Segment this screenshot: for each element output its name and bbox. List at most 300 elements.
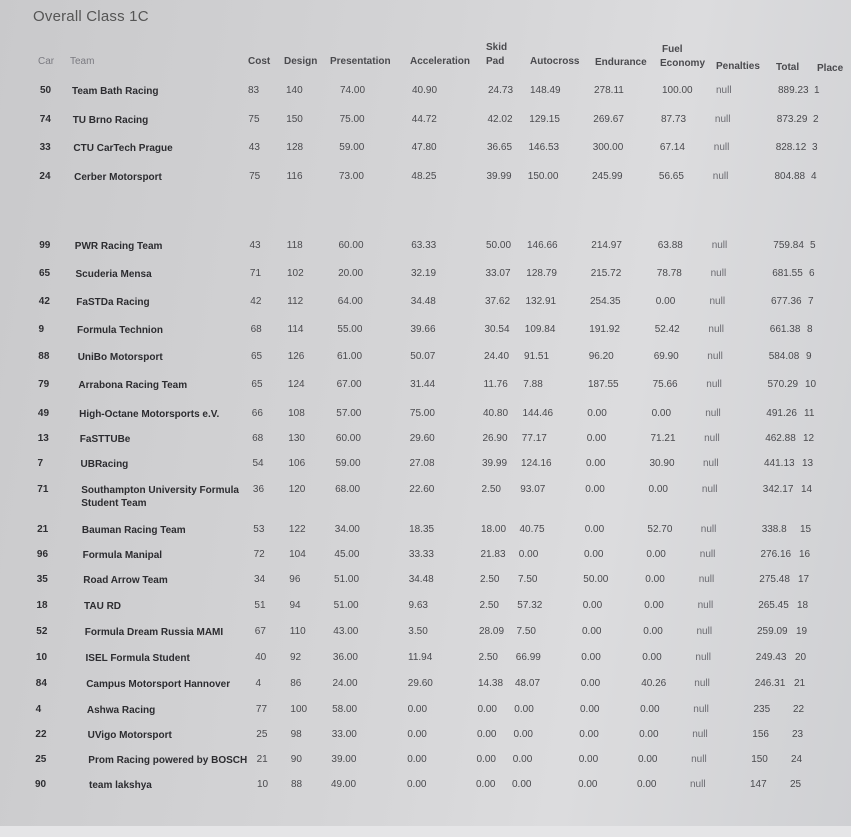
cell-team: Formula Manipal: [82, 550, 163, 561]
cell-team: ISEL Formula Student: [85, 653, 190, 664]
cell-fuel: 0.00: [645, 574, 665, 585]
cell-cost: 4: [255, 678, 262, 689]
cell-acceleration: 50.07: [410, 351, 436, 362]
cell-acceleration: 48.25: [411, 171, 437, 182]
cell-skid: 2.50: [480, 574, 500, 585]
header-economy: Economy: [660, 58, 706, 69]
cell-total: 828.12: [775, 142, 807, 153]
cell-place: 11: [804, 408, 815, 419]
cell-endurance: 0.00: [578, 779, 598, 790]
header-skid: Skid: [486, 42, 508, 53]
cell-autocross: 91.51: [524, 351, 550, 362]
cell-autocross: 146.66: [527, 240, 558, 251]
cell-penalties: null: [709, 296, 726, 307]
cell-autocross: 109.84: [524, 324, 556, 335]
cell-penalties: null: [714, 114, 731, 125]
cell-car: 10: [36, 652, 48, 663]
cell-penalties: null: [712, 171, 729, 182]
cell-autocross: 150.00: [527, 171, 559, 182]
cell-fuel: 78.78: [656, 268, 682, 279]
cell-total: 147: [750, 779, 767, 790]
cell-car: 50: [40, 85, 52, 96]
cell-car: 79: [38, 379, 50, 390]
cell-car: 22: [35, 729, 47, 740]
cell-design: 110: [289, 626, 306, 637]
cell-endurance: 0.00: [587, 408, 607, 419]
cell-team: Scuderia Mensa: [75, 269, 152, 280]
cell-acceleration: 34.48: [410, 296, 436, 307]
cell-autocross: 48.07: [515, 678, 541, 689]
cell-endurance: 96.20: [588, 351, 614, 362]
cell-place: 4: [811, 171, 817, 182]
cell-place: 8: [807, 324, 813, 335]
cell-autocross: 144.46: [522, 408, 554, 419]
cell-total: 156: [752, 729, 769, 740]
cell-acceleration: 31.44: [410, 379, 436, 390]
table-row: [0, 324, 851, 340]
table-row: [0, 268, 851, 284]
header-endurance: Endurance: [595, 57, 647, 68]
cell-total: 235: [753, 704, 771, 715]
table-row: [0, 296, 851, 312]
cell-presentation: 34.00: [334, 524, 360, 535]
cell-design: 112: [287, 296, 304, 307]
cell-place: 17: [798, 574, 810, 585]
cell-design: 90: [290, 754, 302, 765]
cell-presentation: 75.00: [339, 114, 365, 125]
cell-endurance: 214.97: [591, 240, 622, 251]
cell-total: 246.31: [754, 678, 786, 689]
cell-cost: 42: [250, 296, 262, 307]
cell-fuel: 0.00: [637, 779, 657, 790]
cell-presentation: 24.00: [332, 678, 358, 689]
cell-acceleration: 75.00: [409, 408, 435, 419]
cell-endurance: 278.11: [594, 85, 624, 96]
cell-cost: 34: [254, 574, 266, 585]
cell-endurance: 215.72: [590, 268, 622, 279]
cell-place: 18: [797, 600, 809, 611]
cell-skid: 2.50: [481, 484, 501, 495]
cell-car: 35: [36, 574, 48, 585]
table-row: [0, 678, 851, 694]
cell-cost: 72: [253, 549, 265, 560]
cell-place: 1: [814, 85, 820, 96]
page-edge: [0, 826, 851, 837]
cell-penalties: null: [695, 652, 711, 663]
cell-design: 122: [288, 524, 306, 535]
table-row: [0, 484, 851, 509]
cell-cost: 67: [254, 626, 266, 637]
cell-car: 90: [35, 779, 47, 790]
cell-team: team lakshya: [89, 780, 152, 791]
cell-autocross: 7.50: [516, 626, 536, 637]
cell-car: 88: [38, 351, 50, 362]
cell-fuel: 0.00: [640, 704, 660, 715]
cell-cost: 77: [255, 704, 268, 715]
cell-skid: 24.40: [484, 351, 510, 362]
cell-team: FaSTDa Racing: [76, 297, 150, 308]
cell-place: 16: [799, 549, 811, 560]
cell-penalties: null: [716, 85, 732, 96]
cell-acceleration: 40.90: [412, 85, 438, 96]
cell-car: 42: [38, 296, 50, 307]
cell-place: 13: [802, 458, 814, 469]
table-row: [0, 729, 851, 745]
cell-fuel: 71.21: [650, 433, 676, 444]
cell-total: 889.23: [778, 85, 809, 96]
cell-cost: 68: [252, 433, 264, 444]
cell-fuel: 63.88: [657, 240, 683, 251]
cell-presentation: 55.00: [337, 324, 363, 335]
cell-total: 681.55: [772, 268, 803, 279]
cell-acceleration: 32.19: [411, 268, 437, 279]
header-presentation: Presentation: [330, 56, 391, 67]
cell-place: 21: [794, 678, 806, 689]
cell-cost: 68: [250, 324, 262, 335]
cell-skid: 21.83: [480, 549, 506, 560]
cell-penalties: null: [698, 574, 715, 585]
cell-autocross: 0.00: [513, 729, 533, 740]
cell-skid: 28.09: [479, 626, 505, 637]
header-design: Design: [284, 56, 318, 67]
cell-autocross: 148.49: [530, 85, 561, 96]
cell-endurance: 0.00: [586, 458, 606, 469]
cell-skid: 33.07: [485, 268, 511, 279]
header-car: Car: [38, 56, 55, 67]
cell-acceleration: 22.60: [409, 484, 435, 495]
cell-cost: 65: [251, 351, 263, 362]
cell-endurance: 50.00: [583, 574, 609, 585]
cell-penalties: null: [713, 142, 730, 153]
cell-design: 108: [288, 408, 305, 419]
cell-presentation: 67.00: [336, 379, 362, 390]
cell-total: 276.16: [760, 549, 792, 560]
cell-autocross: 0.00: [512, 754, 533, 765]
table-row: [0, 600, 851, 616]
cell-total: 570.29: [767, 379, 799, 390]
cell-acceleration: 0.00: [407, 729, 427, 740]
table-row: [0, 433, 851, 449]
cell-design: 140: [286, 85, 303, 96]
cell-car: 74: [39, 114, 51, 125]
cell-penalties: null: [691, 754, 707, 765]
cell-fuel: 100.00: [662, 85, 693, 96]
cell-penalties: null: [694, 678, 710, 689]
cell-cost: 40: [255, 652, 267, 663]
cell-fuel: 67.14: [659, 142, 685, 153]
cell-team: Bauman Racing Team: [81, 525, 186, 536]
cell-design: 86: [290, 678, 302, 689]
cell-penalties: null: [703, 458, 719, 469]
cell-fuel: 0.00: [648, 484, 668, 495]
cell-design: 94: [289, 600, 301, 611]
cell-autocross: 93.07: [520, 484, 546, 495]
cell-team: Formula Dream Russia MAMI: [84, 627, 224, 638]
table-row: [0, 524, 851, 540]
cell-total: 873.29: [776, 114, 808, 125]
cell-car: 25: [35, 754, 47, 765]
header-team: Team: [70, 56, 95, 67]
cell-endurance: 269.67: [593, 114, 624, 125]
cell-skid: 0.00: [476, 754, 496, 765]
cell-endurance: 0.00: [586, 433, 607, 444]
cell-car: 24: [39, 171, 51, 182]
cell-skid: 39.99: [486, 171, 512, 182]
cell-penalties: null: [701, 484, 718, 495]
cell-team: Prom Racing powered by BOSCH: [88, 755, 248, 766]
cell-design: 116: [286, 171, 303, 182]
table-row: [0, 142, 851, 158]
cell-endurance: 187.55: [588, 379, 619, 390]
cell-total: 441.13: [764, 458, 795, 469]
cell-design: 100: [290, 704, 308, 715]
cell-fuel: 0.00: [644, 600, 664, 611]
cell-skid: 37.62: [485, 296, 511, 307]
header-total: Total: [776, 62, 800, 73]
cell-fuel: 75.66: [652, 379, 678, 390]
cell-presentation: 20.00: [338, 268, 364, 279]
cell-acceleration: 47.80: [411, 142, 437, 153]
cell-fuel: 0.00: [643, 626, 663, 637]
cell-team: Team Bath Racing: [72, 86, 159, 97]
cell-total: 150: [751, 754, 768, 765]
cell-team: UVigo Motorsport: [87, 730, 172, 741]
cell-car: 49: [37, 408, 50, 419]
table-row: [0, 408, 851, 424]
cell-skid: 11.76: [483, 379, 508, 390]
cell-car: 84: [35, 678, 47, 689]
cell-acceleration: 0.00: [407, 754, 427, 765]
cell-design: 88: [291, 779, 303, 790]
cell-penalties: null: [708, 324, 724, 335]
cell-total: 491.26: [766, 408, 797, 419]
header-place: Place: [817, 63, 844, 74]
cell-design: 92: [290, 652, 302, 663]
cell-car: 13: [37, 433, 49, 444]
cell-cost: 53: [253, 524, 265, 535]
cell-endurance: 0.00: [579, 729, 599, 740]
cell-place: 3: [812, 142, 818, 153]
header-autocross: Autocross: [530, 56, 580, 67]
cell-cost: 75: [249, 171, 261, 182]
cell-endurance: 0.00: [585, 484, 605, 495]
cell-car: 4: [35, 704, 42, 715]
cell-autocross: 40.75: [519, 524, 545, 535]
cell-skid: 0.00: [476, 779, 496, 790]
table-row: [0, 114, 851, 130]
cell-design: 124: [287, 379, 305, 390]
cell-acceleration: 0.00: [407, 704, 428, 715]
cell-endurance: 0.00: [578, 754, 599, 765]
cell-skid: 2.50: [479, 600, 499, 611]
cell-acceleration: 63.33: [411, 240, 437, 251]
cell-cost: 51: [254, 600, 266, 611]
cell-team: UniBo Motorsport: [77, 352, 163, 363]
cell-presentation: 43.00: [333, 626, 359, 637]
cell-endurance: 191.92: [589, 324, 620, 335]
cell-endurance: 0.00: [582, 600, 603, 611]
cell-total: 265.45: [758, 600, 789, 611]
cell-car: 96: [36, 549, 49, 560]
cell-cost: 10: [257, 779, 269, 790]
cell-place: 25: [790, 779, 802, 790]
cell-presentation: 39.00: [331, 754, 357, 765]
cell-total: 338.8: [761, 524, 787, 535]
cell-autocross: 128.79: [526, 268, 557, 279]
cell-team: Campus Motorsport Hannover: [86, 679, 231, 690]
cell-autocross: 57.32: [517, 600, 543, 611]
cell-fuel: 0.00: [638, 754, 658, 765]
cell-skid: 2.50: [478, 652, 498, 663]
cell-design: 118: [286, 240, 303, 251]
cell-total: 462.88: [765, 433, 796, 444]
cell-presentation: 51.00: [334, 574, 360, 585]
cell-cost: 43: [248, 142, 260, 153]
cell-fuel: 52.42: [654, 324, 680, 335]
cell-penalties: null: [707, 351, 723, 362]
cell-fuel: 0.00: [639, 729, 659, 740]
cell-skid: 40.80: [483, 408, 509, 419]
cell-car: 21: [37, 524, 49, 535]
cell-car: 9: [38, 324, 45, 335]
cell-presentation: 58.00: [332, 704, 358, 715]
cell-place: 20: [795, 652, 807, 663]
cell-design: 106: [288, 458, 306, 469]
cell-fuel: 30.90: [649, 458, 675, 469]
cell-fuel: 0.00: [655, 296, 676, 307]
cell-acceleration: 44.72: [411, 114, 437, 125]
cell-endurance: 0.00: [580, 678, 601, 689]
cell-design: 130: [288, 433, 305, 444]
cell-autocross: 0.00: [514, 704, 534, 715]
cell-penalties: null: [699, 549, 716, 560]
cell-car: 65: [39, 268, 51, 279]
table-row: [0, 351, 851, 367]
cell-endurance: 0.00: [581, 652, 601, 663]
cell-penalties: null: [696, 626, 713, 637]
table-row: [0, 704, 851, 720]
table-row: [0, 171, 851, 187]
cell-endurance: 300.00: [592, 142, 624, 153]
cell-team: High-Octane Motorsports e.V.: [79, 409, 220, 420]
cell-car: 52: [36, 626, 48, 637]
table-row: [0, 652, 851, 668]
table-row: [0, 574, 851, 590]
cell-endurance: 0.00: [582, 626, 602, 637]
cell-autocross: 77.17: [521, 433, 547, 444]
cell-total: 677.36: [771, 296, 802, 307]
cell-design: 102: [287, 268, 304, 279]
cell-presentation: 51.00: [333, 600, 359, 611]
cell-presentation: 59.00: [339, 142, 365, 153]
cell-acceleration: 0.00: [407, 779, 427, 790]
table-row: [0, 240, 851, 256]
cell-presentation: 60.00: [338, 240, 364, 251]
cell-design: 128: [286, 142, 304, 153]
cell-total: 804.88: [774, 171, 806, 182]
cell-penalties: null: [704, 433, 720, 444]
cell-design: 104: [289, 549, 306, 560]
cell-place: 14: [801, 484, 813, 495]
cell-acceleration: 39.66: [410, 324, 436, 335]
cell-acceleration: 11.94: [408, 652, 433, 663]
cell-skid: 36.65: [487, 142, 513, 153]
cell-place: 15: [800, 524, 812, 535]
cell-place: 7: [808, 296, 814, 307]
cell-team: CTU CarTech Prague: [73, 143, 173, 154]
cell-total: 259.09: [757, 626, 788, 637]
cell-car: 33: [39, 142, 51, 153]
cell-skid: 24.73: [488, 85, 514, 96]
cell-team: Cerber Motorsport: [74, 172, 162, 183]
cell-autocross: 7.50: [518, 574, 538, 585]
cell-skid: 0.00: [477, 729, 497, 740]
header-pad: Pad: [486, 56, 505, 67]
cell-skid: 42.02: [487, 114, 513, 125]
cell-cost: 71: [249, 268, 262, 279]
cell-endurance: 0.00: [584, 524, 605, 535]
cell-skid: 18.00: [481, 524, 507, 535]
cell-autocross: 0.00: [518, 549, 539, 560]
cell-presentation: 73.00: [338, 171, 364, 182]
cell-presentation: 36.00: [332, 652, 358, 663]
cell-presentation: 49.00: [331, 779, 357, 790]
cell-place: 2: [813, 114, 819, 125]
cell-cost: 36: [252, 484, 265, 495]
cell-place: 6: [809, 268, 815, 279]
cell-total: 275.48: [759, 574, 790, 585]
cell-fuel: 0.00: [651, 408, 672, 419]
cell-design: 126: [287, 351, 305, 362]
cell-penalties: null: [706, 379, 722, 390]
cell-fuel: 69.90: [653, 351, 679, 362]
cell-acceleration: 29.60: [407, 678, 433, 689]
cell-presentation: 33.00: [331, 729, 357, 740]
cell-car: 99: [39, 240, 51, 251]
cell-acceleration: 33.33: [408, 549, 434, 560]
table-row: [0, 458, 851, 474]
cell-design: 150: [286, 114, 303, 125]
cell-presentation: 57.00: [336, 408, 362, 419]
cell-penalties: null: [690, 779, 706, 790]
cell-place: 9: [806, 351, 812, 362]
cell-presentation: 74.00: [340, 85, 366, 96]
table-row: [0, 754, 851, 770]
cell-fuel: 0.00: [646, 549, 666, 560]
cell-total: 342.17: [762, 484, 794, 495]
cell-total: 249.43: [755, 652, 787, 663]
cell-team: FaSTTUBe: [79, 434, 131, 445]
cell-fuel: 87.73: [661, 114, 687, 125]
cell-team: Road Arrow Team: [83, 575, 168, 586]
cell-place: 23: [792, 729, 804, 740]
cell-fuel: 56.65: [658, 171, 684, 182]
cell-skid: 0.00: [477, 704, 497, 715]
cell-team: TAU RD: [84, 601, 122, 612]
header-cost: Cost: [248, 56, 271, 67]
table-row: [0, 779, 851, 795]
cell-endurance: 0.00: [580, 704, 600, 715]
cell-penalties: null: [697, 600, 714, 611]
cell-skid: 30.54: [484, 324, 510, 335]
header-penalties: Penalties: [716, 61, 760, 72]
cell-autocross: 132.91: [525, 296, 557, 307]
cell-autocross: 7.88: [523, 379, 543, 390]
cell-cost: 54: [252, 458, 264, 469]
cell-design: 96: [289, 574, 301, 585]
cell-total: 759.84: [773, 240, 804, 251]
cell-team: Ashwa Racing: [86, 705, 156, 716]
